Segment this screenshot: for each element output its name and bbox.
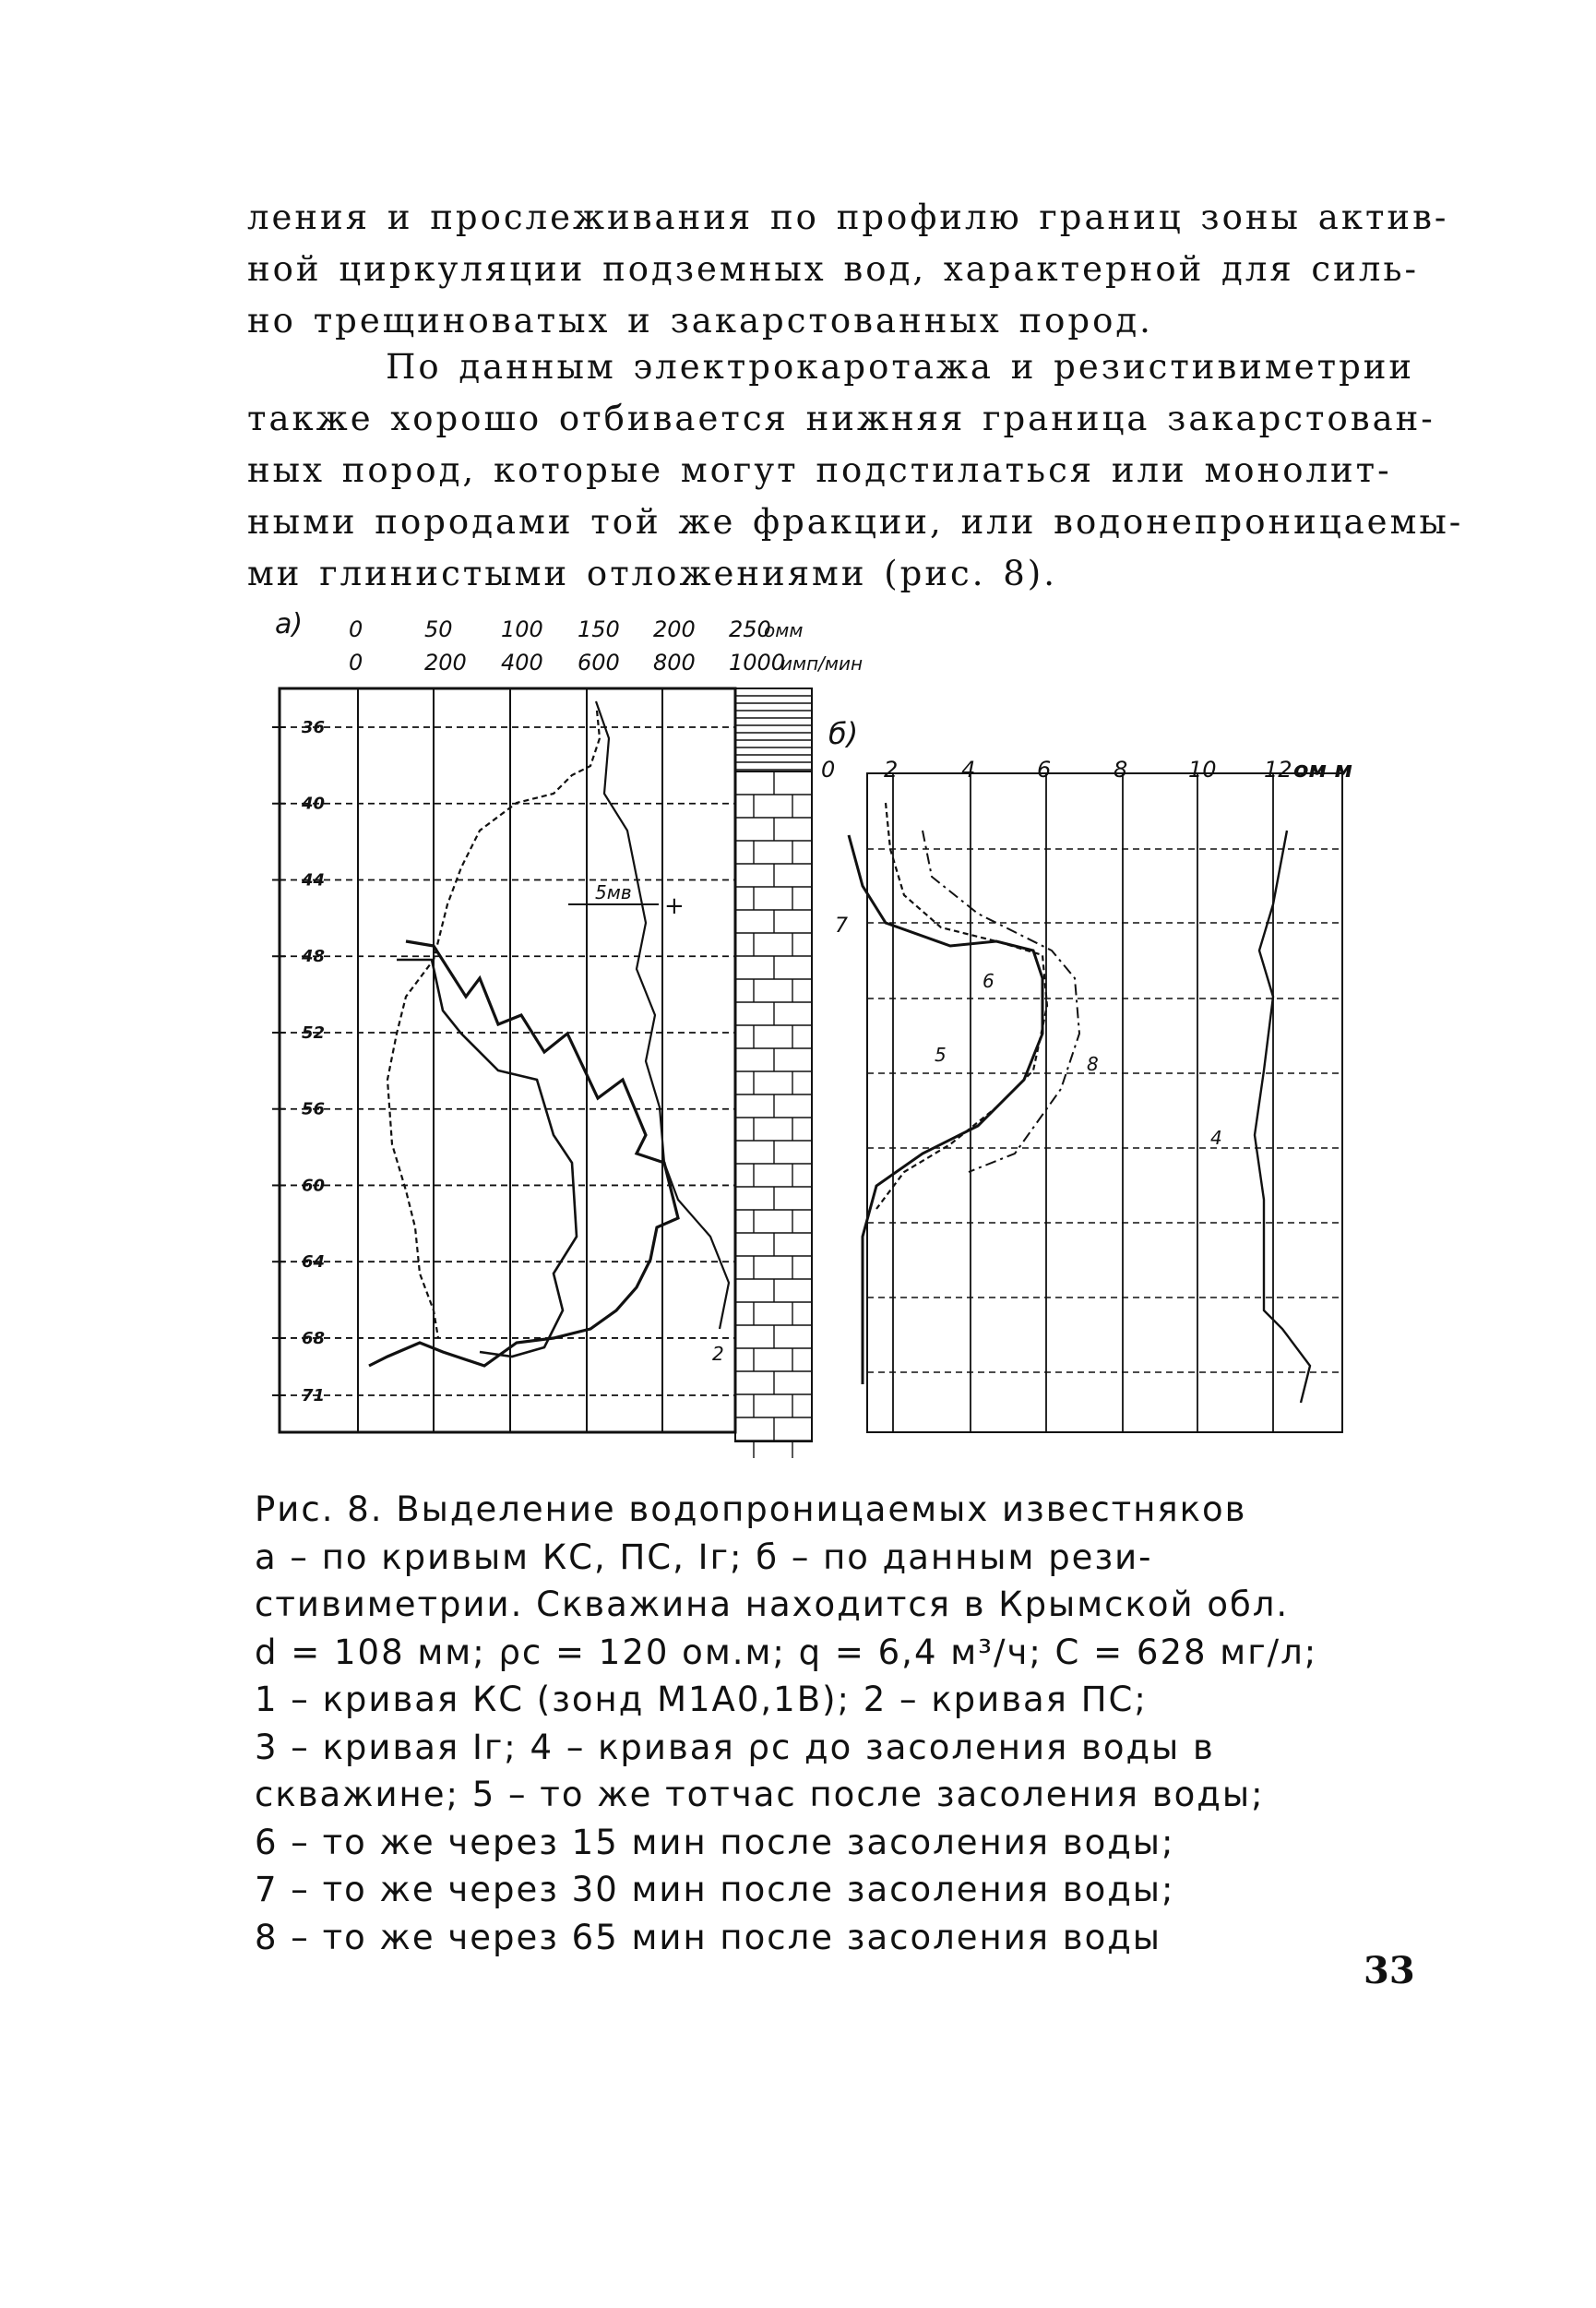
panel-b-tick-label: 0 [821, 757, 836, 783]
text-line: ной циркуляции подземных вод, характерной для силь- [247, 249, 1419, 289]
panel-a-frame [280, 688, 735, 1432]
text-line: но трещиноватых и закарстованных пород. [247, 301, 1153, 341]
scale-unit-label: имп/мин [780, 652, 864, 675]
mv-scale-label: 5мв [595, 881, 632, 903]
curve-3-gamma [397, 960, 577, 1357]
depth-tick-label: 71 [302, 1386, 326, 1405]
scale-tick-label: 250 [729, 616, 771, 642]
depth-tick-label: 36 [302, 718, 326, 737]
text-line: ными породами той же фракции, или водонепроницаемы- [247, 502, 1464, 542]
panel-b-label: б) [828, 716, 859, 751]
panel-b-tick-label: 12 [1264, 757, 1292, 783]
page-number: 33 [1364, 1949, 1415, 1992]
curve-2-sp [387, 711, 600, 1338]
paragraph-2 [247, 341, 1464, 600]
scale-tick-label: 800 [653, 650, 696, 676]
caption-line: 8 – то же через 65 мин после засоления воды [255, 1917, 1162, 1957]
depth-tick-label: 48 [302, 947, 326, 967]
caption-line: стивиметрии. Скважина находится в Крымской обл. [255, 1585, 1290, 1624]
depth-tick-label: 52 [302, 1022, 326, 1043]
panel-b-unit: ом м [1293, 757, 1353, 783]
panel-b-tick-label: 4 [961, 757, 976, 783]
curve-number-label: 4 [1210, 1127, 1222, 1149]
mv-plus-sign: + [664, 892, 685, 920]
text-line: По данным электрокаротажа и резистивиметрии [247, 347, 1415, 387]
caption-line: 7 – то же через 30 мин после засоления воды; [255, 1870, 1175, 1909]
scale-tick-label: 600 [578, 650, 620, 676]
scale-tick-label: 1000 [729, 650, 786, 676]
depth-tick-label: 56 [302, 1099, 326, 1119]
scale-tick-label: 200 [653, 616, 696, 642]
curve-8-b [923, 831, 1079, 1172]
scale-tick-label: 50 [424, 616, 453, 642]
curve-number-label: 5 [935, 1044, 947, 1066]
curve-5-b [849, 835, 1042, 1384]
caption-line: а – по кривым КС, ПС, Iг; б – по данным рези- [255, 1537, 1153, 1577]
panel-a-label: а) [275, 608, 304, 640]
depth-tick-label: 60 [302, 1176, 326, 1196]
curve-number-label: 8 [1087, 1053, 1099, 1075]
panel-b-tick-label: 10 [1188, 757, 1217, 783]
curve-number-label: 2 [712, 1343, 724, 1365]
lithology-clay-block [735, 688, 812, 771]
curve-1-ks [369, 941, 678, 1366]
figure-caption [255, 1486, 1362, 1961]
caption-line: 3 – кривая Iг; 4 – кривая ρc до засоления воды в [255, 1727, 1215, 1767]
depth-tick-label: 44 [302, 870, 326, 891]
scale-tick-label: 100 [501, 616, 543, 642]
depth-tick-label: 40 [302, 794, 326, 814]
caption-line: Рис. 8. Выделение водопроницаемых известняков [255, 1489, 1247, 1529]
panel-b-tick-label: 2 [884, 757, 899, 783]
caption-line: d = 108 мм; ρc = 120 ом.м; q = 6,4 м³/ч; С = 628 мг/л; [255, 1632, 1318, 1672]
panel-b-frame [867, 773, 1342, 1432]
scale-tick-label: 150 [578, 616, 620, 642]
figure-8-well-logs [0, 591, 1596, 1458]
curve-number-label: 7 [835, 915, 848, 938]
scale-tick-label: 0 [349, 650, 363, 676]
depth-tick-label: 68 [302, 1328, 326, 1348]
text-line: также хорошо отбивается нижняя граница закарстован- [247, 399, 1435, 438]
scale-tick-label: 400 [501, 650, 543, 676]
panel-b-tick-label: 6 [1037, 757, 1052, 783]
paragraph-1 [247, 192, 1449, 347]
depth-tick-label: 64 [302, 1252, 326, 1273]
caption-line: 6 – то же через 15 мин после засоления воды; [255, 1822, 1175, 1862]
caption-line: 1 – кривая КС (зонд М1А0,1В); 2 – кривая ПС; [255, 1680, 1148, 1719]
scale-unit-label: омм [764, 619, 804, 641]
caption-line: скважине; 5 – то же тотчас после засоления воды; [255, 1775, 1265, 1814]
text-line: ления и прослеживания по профилю границ зоны актив- [247, 197, 1449, 237]
panel-b-tick-label: 8 [1114, 757, 1128, 783]
curve-4-b [1255, 831, 1310, 1403]
text-line: ми глинистыми отложениями (рис. 8). [247, 554, 1058, 593]
scale-tick-label: 200 [424, 650, 467, 676]
curve-number-label: 6 [983, 970, 995, 992]
scale-tick-label: 0 [349, 616, 363, 642]
text-line: ных пород, которые могут подстилаться или монолит- [247, 450, 1392, 490]
